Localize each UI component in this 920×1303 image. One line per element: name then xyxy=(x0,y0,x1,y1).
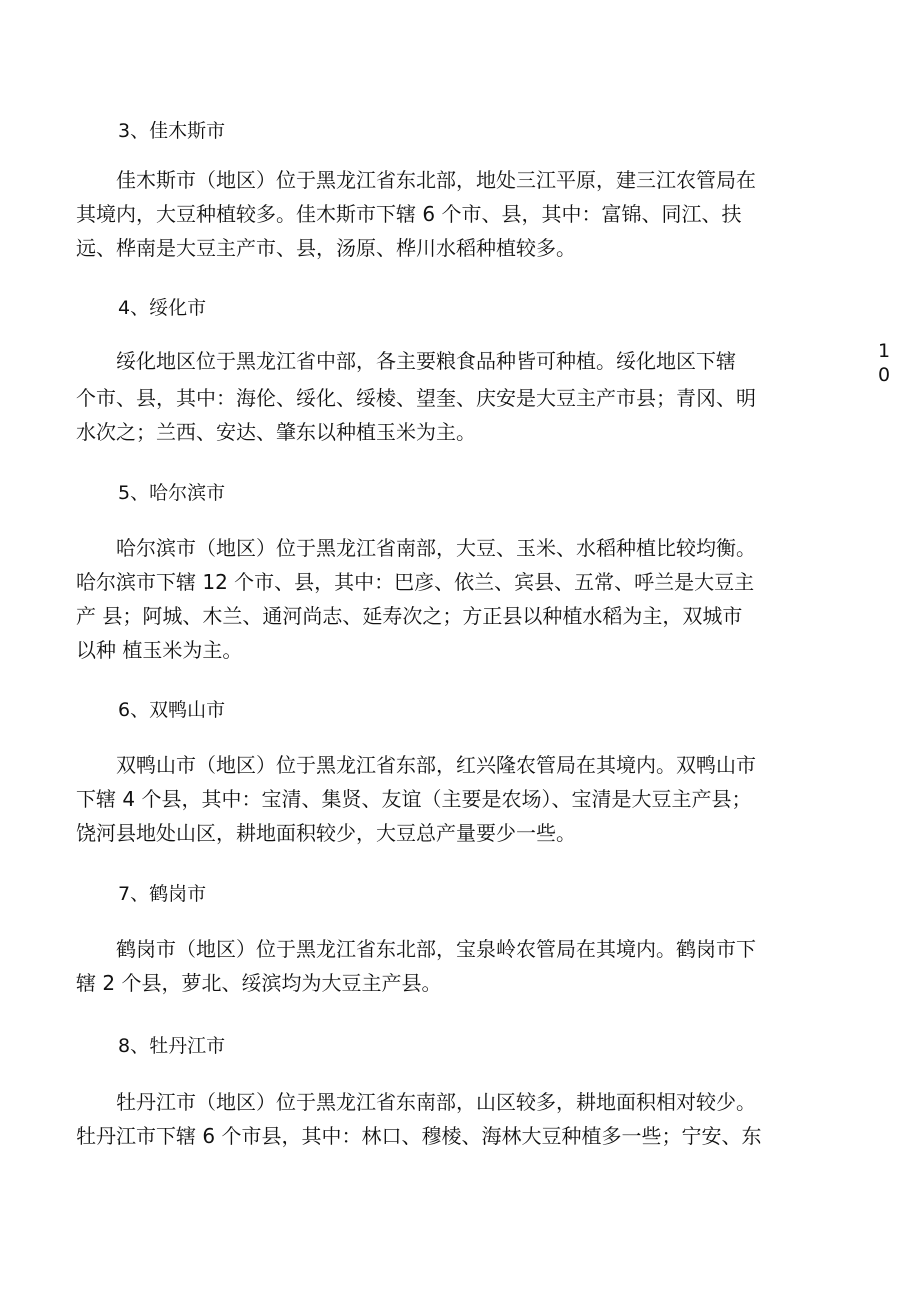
section-heading: 7、鹤岗市 xyxy=(118,883,207,905)
paragraph-line: 鹤岗市（地区）位于黑龙江省东北部，宝泉岭农管局在其境内。鹤岗市下 xyxy=(76,937,756,961)
section-heading: 3、佳木斯市 xyxy=(118,120,226,142)
paragraph-line: 水次之；兰西、安达、肇东以种植玉米为主。 xyxy=(76,420,476,444)
section-heading: 6、双鸭山市 xyxy=(118,699,226,721)
section-heading: 4、绥化市 xyxy=(118,297,207,319)
paragraph-line: 产 县；阿城、木兰、通河尚志、延寿次之；方正县以种植水稻为主，双城市 xyxy=(76,604,743,628)
page-number-digit: 0 xyxy=(878,364,893,386)
section-heading: 5、哈尔滨市 xyxy=(118,482,226,504)
paragraph-line: 牡丹江市（地区）位于黑龙江省东南部，山区较多，耕地面积相对较少。 xyxy=(76,1090,756,1114)
paragraph-line: 绥化地区位于黑龙江省中部，各主要粮食品种皆可种植。绥化地区下辖 xyxy=(76,349,736,373)
paragraph-line: 牡丹江市下辖 6 个市县，其中：林口、穆棱、海林大豆种植多一些；宁安、东 xyxy=(76,1124,762,1148)
section-heading: 8、牡丹江市 xyxy=(118,1035,226,1057)
paragraph-line: 佳木斯市（地区）位于黑龙江省东北部，地处三江平原，建三江农管局在 xyxy=(76,168,756,192)
paragraph-line: 下辖 4 个县，其中：宝清、集贤、友谊（主要是农场）、宝清是大豆主产县； xyxy=(76,787,752,811)
paragraph-line: 双鸭山市（地区）位于黑龙江省东部，红兴隆农管局在其境内。双鸭山市 xyxy=(76,753,756,777)
paragraph-line: 辖 2 个县，萝北、绥滨均为大豆主产县。 xyxy=(76,971,442,995)
paragraph-line: 哈尔滨市下辖 12 个市、县，其中：巴彦、依兰、宾县、五常、呼兰是大豆主 xyxy=(76,570,755,594)
paragraph-line: 以种 植玉米为主。 xyxy=(76,638,243,662)
paragraph-line: 其境内，大豆种植较多。佳木斯市下辖 6 个市、县，其中：富锦、同江、扶 xyxy=(76,202,742,226)
paragraph-line: 远、桦南是大豆主产市、县，汤原、桦川水稻种植较多。 xyxy=(76,236,576,260)
paragraph-line: 饶河县地处山区，耕地面积较少，大豆总产量要少一些。 xyxy=(76,821,576,845)
paragraph-line: 哈尔滨市（地区）位于黑龙江省南部，大豆、玉米、水稻种植比较均衡。 xyxy=(76,536,756,560)
paragraph-line: 个市、县，其中：海伦、绥化、绥棱、望奎、庆安是大豆主产市县；青冈、明 xyxy=(76,386,756,410)
page-number-digit: 1 xyxy=(878,340,893,362)
